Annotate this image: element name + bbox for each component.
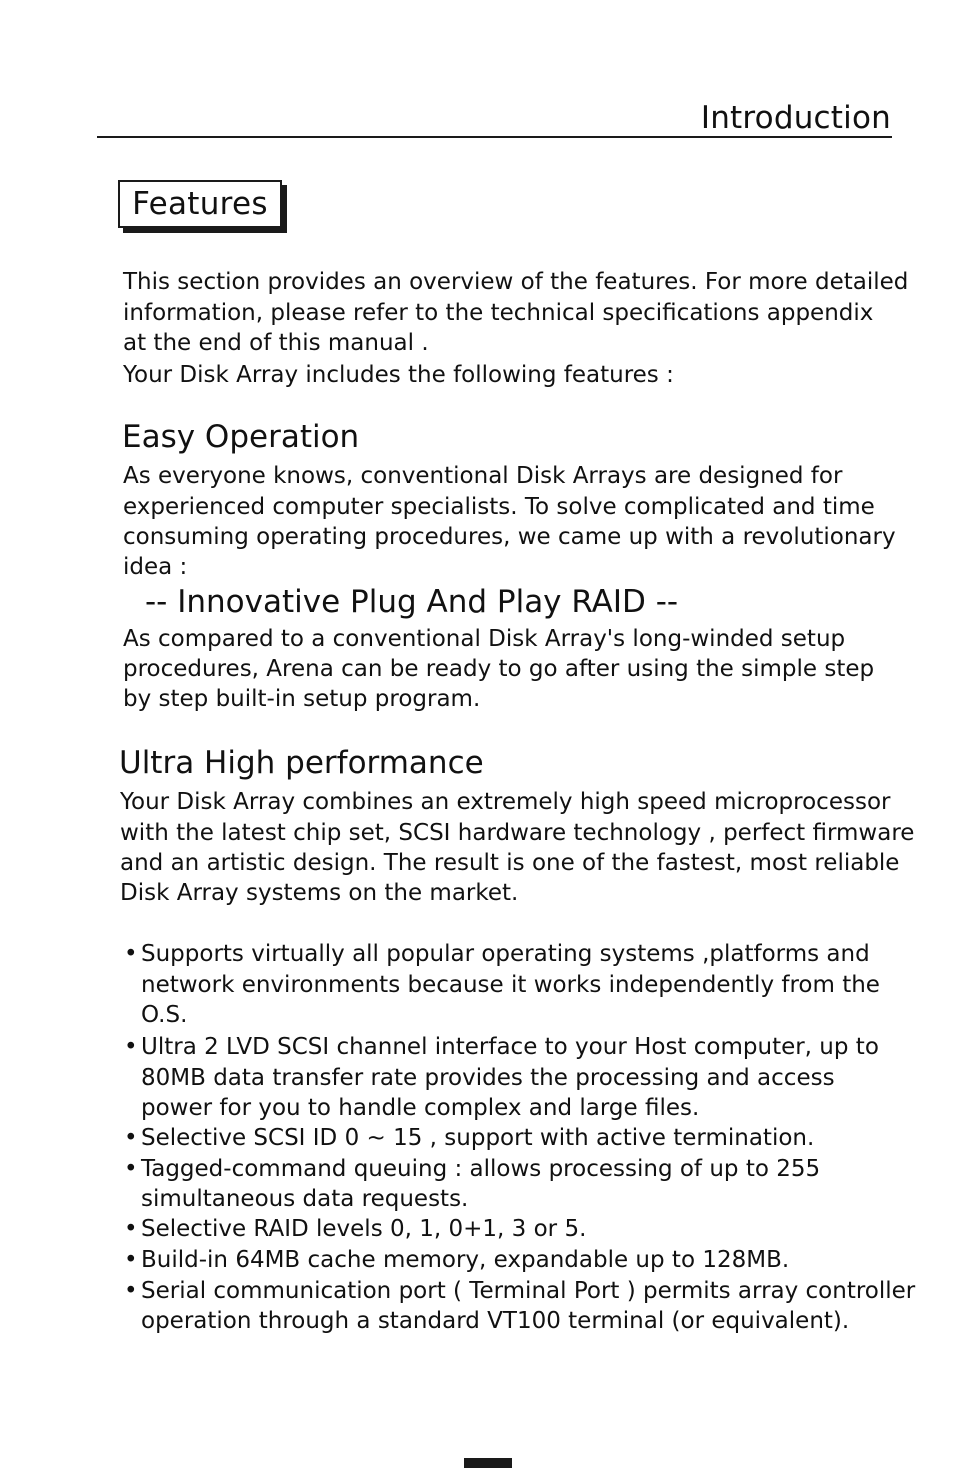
- bullet-line: Build-in 64MB cache memory, expandable up to 128MB.: [141, 1247, 790, 1273]
- body-line: and an artistic design. The result is one of the fastest, most reliable: [120, 850, 900, 876]
- bullet-line: power for you to handle complex and large files.: [141, 1095, 700, 1121]
- heading-ultra-high-performance: Ultra High performance: [119, 745, 484, 781]
- body-line: by step built-in setup program.: [123, 686, 481, 712]
- section-title: Features: [132, 186, 268, 222]
- bullet-marker: •: [124, 941, 138, 967]
- page-number-fragment: [464, 1458, 512, 1468]
- body-line: idea :: [123, 554, 188, 580]
- running-header: Introduction: [700, 100, 891, 136]
- bullet-marker: •: [124, 1247, 138, 1273]
- intro-line: Your Disk Array includes the following features :: [123, 362, 674, 388]
- bullet-line: Supports virtually all popular operating systems ,platforms and: [141, 941, 870, 967]
- bullet-line: Selective RAID levels 0, 1, 0+1, 3 or 5.: [141, 1216, 587, 1242]
- heading-easy-operation: Easy Operation: [122, 419, 360, 455]
- bullet-line: simultaneous data requests.: [141, 1186, 469, 1212]
- section-title-box: [118, 180, 282, 228]
- body-line: As compared to a conventional Disk Array's long-winded setup: [123, 626, 846, 652]
- bullet-marker: •: [124, 1278, 138, 1304]
- bullet-line: operation through a standard VT100 terminal (or equivalent).: [141, 1308, 850, 1334]
- bullet-line: Ultra 2 LVD SCSI channel interface to your Host computer, up to: [141, 1034, 879, 1060]
- body-line: with the latest chip set, SCSI hardware technology , perfect firmware: [120, 820, 915, 846]
- intro-line: This section provides an overview of the features. For more detailed: [123, 269, 909, 295]
- bullet-line: Tagged-command queuing : allows processing of up to 255: [141, 1156, 821, 1182]
- body-line: experienced computer specialists. To solve complicated and time: [123, 494, 875, 520]
- body-line: consuming operating procedures, we came up with a revolutionary: [123, 524, 896, 550]
- body-line: As everyone knows, conventional Disk Arrays are designed for: [123, 463, 843, 489]
- intro-line: information, please refer to the technical specifications appendix: [123, 300, 874, 326]
- bullet-marker: •: [124, 1216, 138, 1242]
- bullet-line: Serial communication port ( Terminal Port ) permits array controller: [141, 1278, 916, 1304]
- body-line: procedures, Arena can be ready to go after using the simple step: [123, 656, 875, 682]
- bullet-marker: •: [124, 1034, 138, 1060]
- body-line: Your Disk Array combines an extremely high speed microprocessor: [120, 789, 891, 815]
- bullet-line: 80MB data transfer rate provides the processing and access: [141, 1065, 835, 1091]
- header-rule: [97, 136, 892, 138]
- bullet-line: Selective SCSI ID 0 ~ 15 , support with active termination.: [141, 1125, 815, 1151]
- bullet-marker: •: [124, 1125, 138, 1151]
- bullet-line: O.S.: [141, 1002, 188, 1028]
- intro-line: at the end of this manual .: [123, 330, 429, 356]
- subheading-plug-and-play: -- Innovative Plug And Play RAID --: [145, 584, 679, 620]
- bullet-marker: •: [124, 1156, 138, 1182]
- bullet-line: network environments because it works independently from the: [141, 972, 880, 998]
- body-line: Disk Array systems on the market.: [120, 880, 519, 906]
